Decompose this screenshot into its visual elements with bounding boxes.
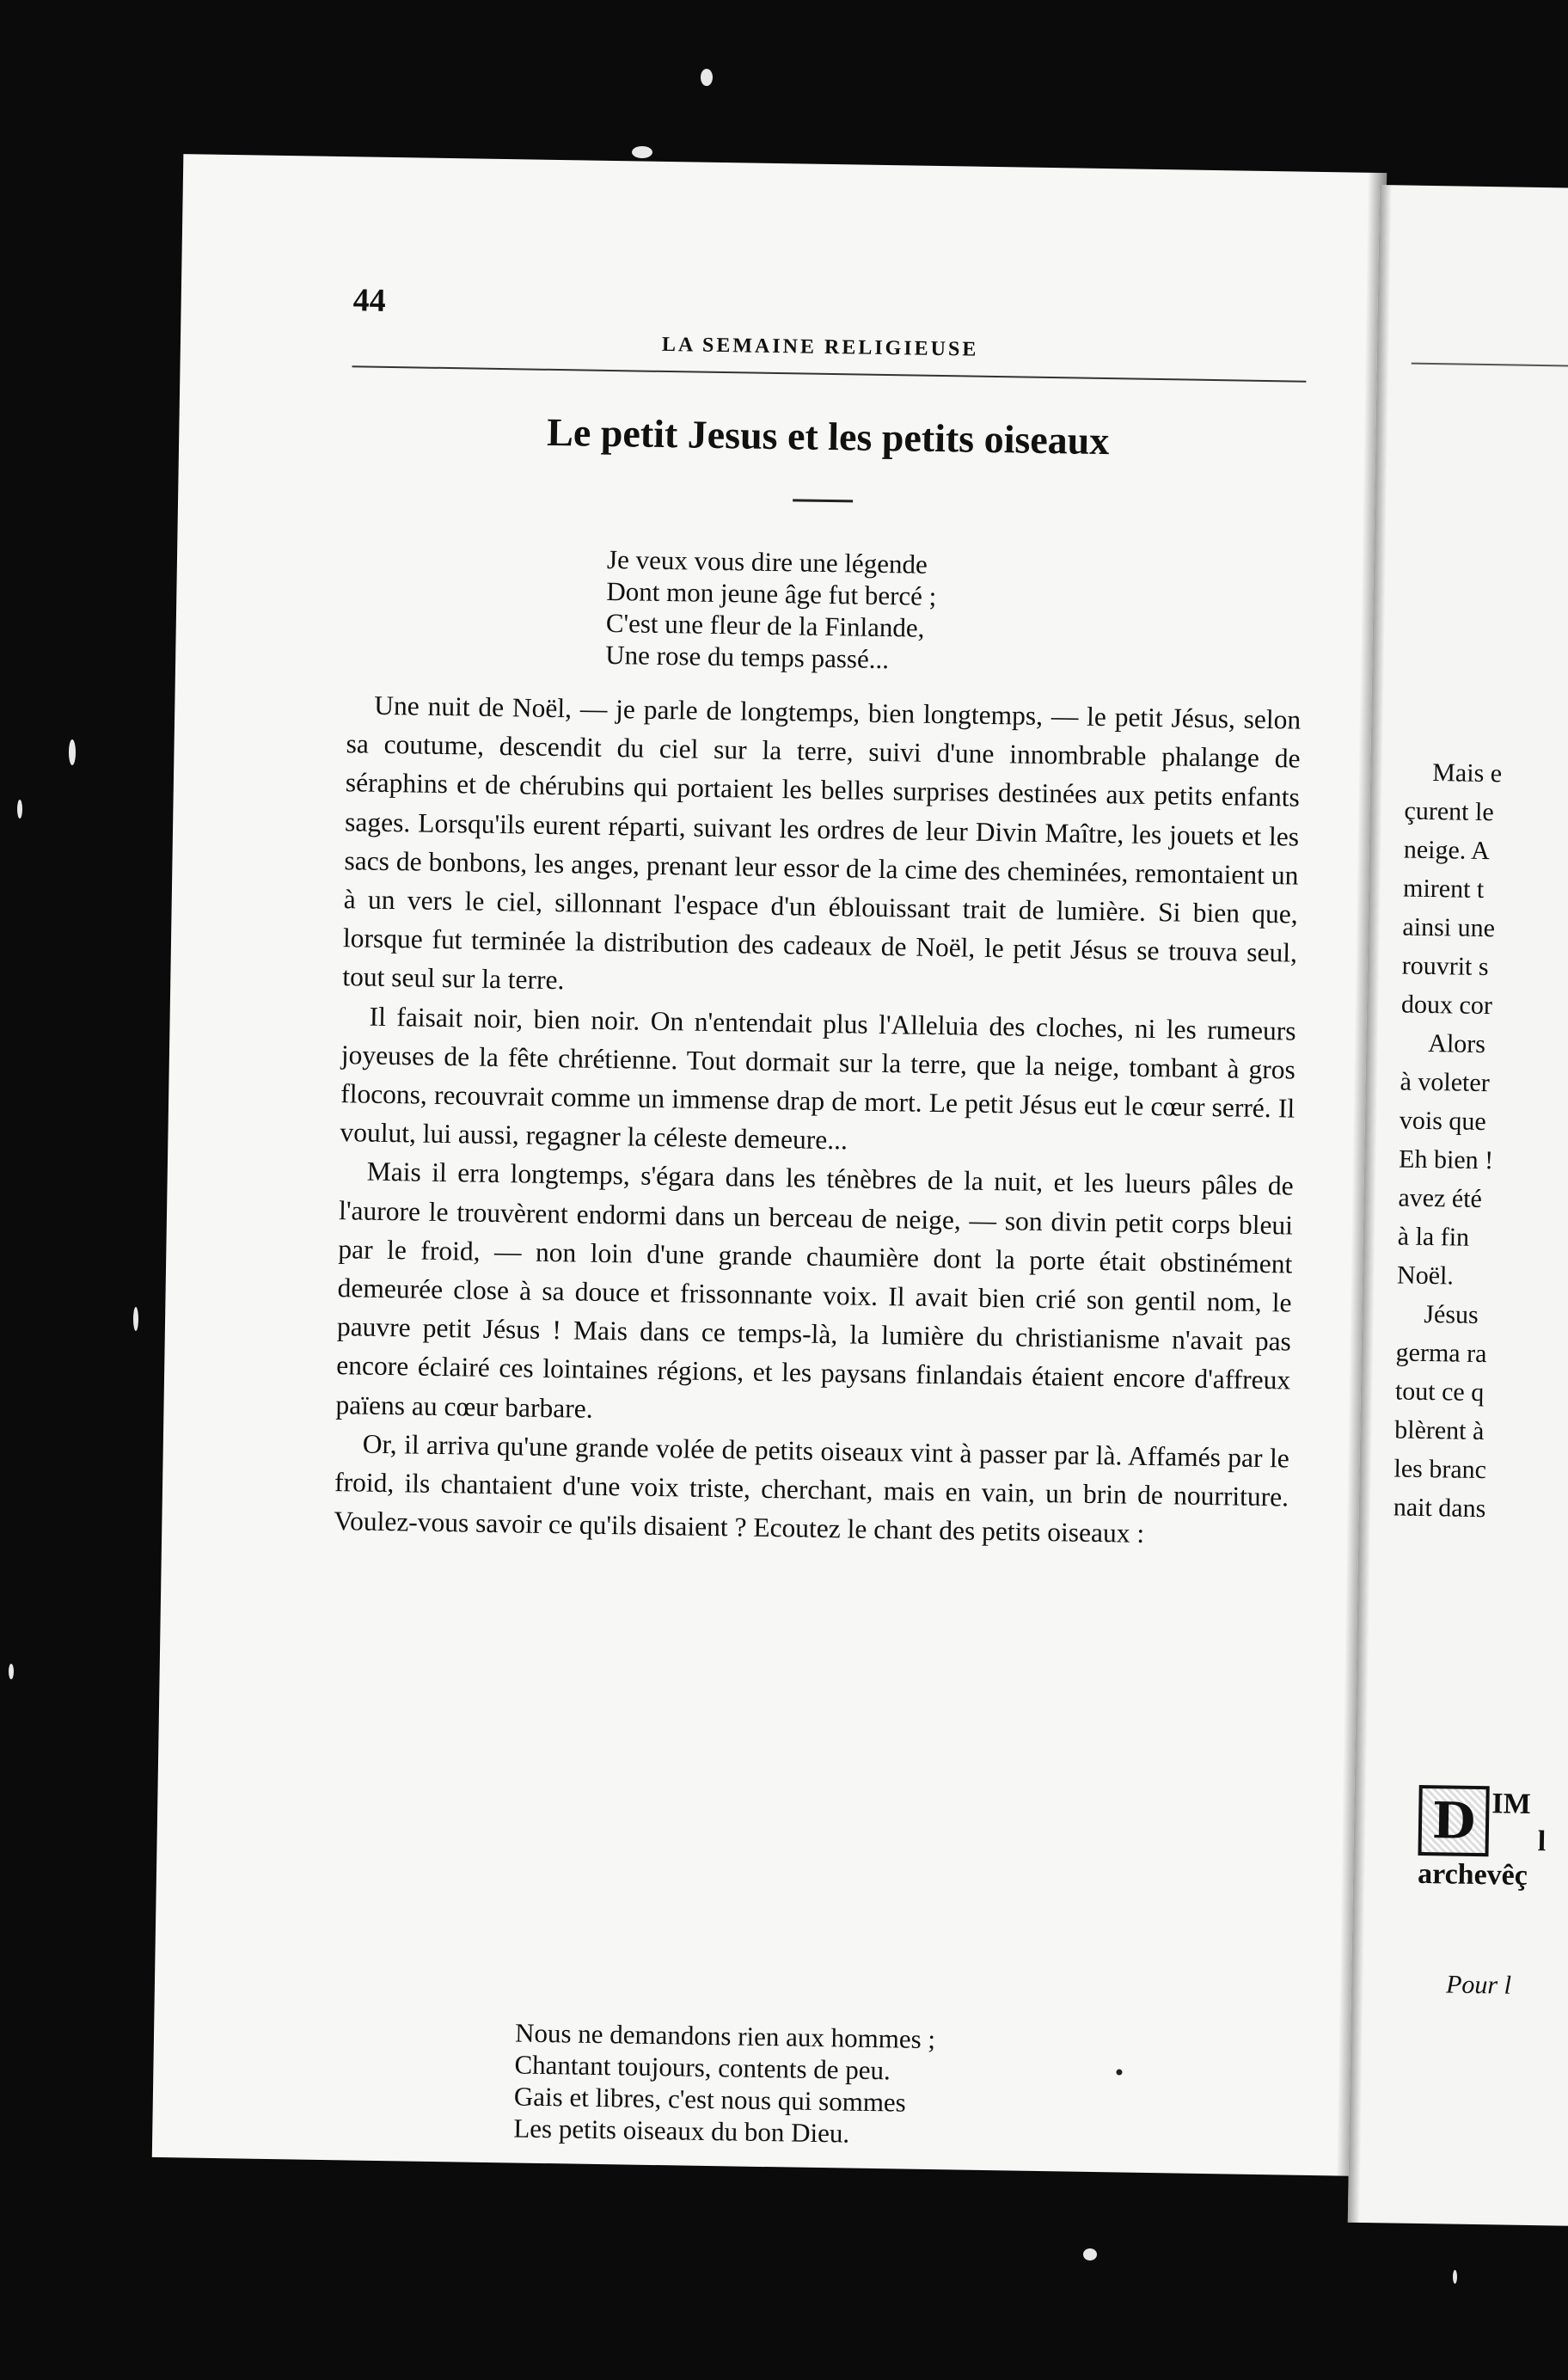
text-line: çurent le bbox=[1404, 796, 1494, 827]
verse-line: Chantant toujours, contents de peu. bbox=[514, 2049, 891, 2086]
article-title: Le petit Jesus et les petits oiseaux bbox=[546, 409, 1110, 463]
verse-line: Une rose du temps passé... bbox=[605, 639, 890, 675]
imprint-text: IM bbox=[1491, 1788, 1532, 1820]
running-head: LA SEMAINE RELIGIEUSE bbox=[661, 333, 979, 361]
verse-line: C'est une fleur de la Finlande, bbox=[605, 607, 925, 643]
dust-speck bbox=[69, 739, 76, 765]
text-line: Eh bien ! bbox=[1398, 1144, 1494, 1175]
verse-line: Dont mon jeune âge fut bercé ; bbox=[606, 575, 937, 611]
verse-line: Les petits oiseaux du bon Dieu. bbox=[513, 2113, 850, 2149]
text-line: blèrent à bbox=[1393, 1415, 1485, 1446]
left-page bbox=[152, 154, 1387, 2176]
text-line: vois que bbox=[1399, 1106, 1486, 1137]
text-line: mirent t bbox=[1402, 874, 1485, 905]
paragraph: Or, il arriva qu'une grande volée de petits oiseaux vint à passer par là. Affamés par le froid, ils chantaient d'une voix triste, cherchant, mais en vain, un brin de nourriture. Voulez-vous savoir ce qu'ils disaient ? Ecoutez le chant des petits oiseaux : bbox=[334, 1428, 1289, 1549]
imprint-text: l bbox=[1537, 1825, 1547, 1858]
text-line: Alors bbox=[1428, 1029, 1486, 1059]
right-page bbox=[1348, 185, 1568, 2226]
right-header-rule bbox=[1412, 363, 1568, 368]
paragraph: Une nuit de Noël, — je parle de longtemps, bien longtemps, — le petit Jésus, selon sa coutume, descendit du ciel sur la terre, suivi d'une innombrable phalange de séraphins et de chérubins qui portaient les belles surprises destinées aux petits enfants sages. Lorsqu'ils eurent réparti, suivant les ordres de leur Divin Maître, les jouets et les sacs de bonbons, les anges, prenant leur essor de la cime des cheminées, remontaient un à un vers le ciel, sillonnant l'espace d'un éblouissant trait de lumière. Si bien que, lorsque fut terminée la distribution des cadeaux de Noël, le petit Jésus se trouva seul, tout seul sur la terre. bbox=[342, 690, 1302, 996]
dust-speck bbox=[17, 800, 22, 819]
header-rule bbox=[352, 365, 1307, 382]
dust-speck bbox=[632, 146, 652, 158]
paragraph: Il faisait noir, bien noir. On n'entendait plus l'Alleluia des cloches, ni les rumeurs joyeuses de la fête chrétienne. Tout dormait sur la terre, que la neige, tombant à gros flocons, recouvrait comme un immense drap de mort. Le petit Jésus eut le cœur serré. Il voulut, lui aussi, regagner la céleste demeure... bbox=[340, 1001, 1296, 1156]
birds-verse bbox=[513, 2016, 935, 2150]
paragraph: Mais il erra longtemps, s'égara dans les ténèbres de la nuit, et les lueurs pâles de l'aurore le trouvèrent endormi dans un berceau de neige, — son divin petit corps bleui par le froid, — non loin d'une grande chaumière dont la porte était obstinément demeurée close à sa douce et frissonnante voix. Il avait bien crié son gentil nom, le pauvre petit Jésus ! Mais dans ce temps-là, la lumière du christianisme n'avait pas encore éclairé ces lointaines régions, et les paysans finlandais étaient encore d'affreux païens au cœur barbare. bbox=[335, 1156, 1294, 1424]
dust-speck bbox=[1083, 2248, 1097, 2260]
text-line: rouvrit s bbox=[1401, 951, 1489, 982]
text-line: tout ce q bbox=[1394, 1377, 1485, 1408]
article-body bbox=[334, 685, 1301, 1555]
print-speck bbox=[1116, 2069, 1122, 2075]
dust-speck bbox=[9, 1664, 14, 1679]
page-number: 44 bbox=[352, 282, 387, 319]
verse-line: Je veux vous dire une légende bbox=[606, 543, 928, 580]
title-rule bbox=[793, 499, 853, 502]
imprint-caption: Pour l bbox=[1445, 1970, 1512, 2000]
dust-speck bbox=[701, 69, 713, 86]
verse-line: Nous ne demandons rien aux hommes ; bbox=[514, 2017, 936, 2055]
text-line: à la fin bbox=[1397, 1222, 1470, 1252]
text-line: ainsi une bbox=[1402, 912, 1496, 943]
text-line: doux cor bbox=[1400, 990, 1493, 1021]
text-line: germa ra bbox=[1395, 1338, 1487, 1369]
text-line: à voleter bbox=[1400, 1067, 1490, 1098]
dust-speck bbox=[133, 1307, 138, 1331]
text-line: Mais e bbox=[1432, 758, 1503, 788]
text-line: nait dans bbox=[1393, 1493, 1486, 1524]
text-line: avez été bbox=[1398, 1183, 1483, 1214]
text-line: les branc bbox=[1393, 1454, 1487, 1485]
imprint-text: archevêç bbox=[1417, 1857, 1528, 1892]
dust-speck bbox=[1453, 2270, 1457, 2284]
text-line: Jésus bbox=[1424, 1299, 1479, 1329]
text-line: Noël. bbox=[1396, 1261, 1455, 1291]
text-line: neige. A bbox=[1403, 835, 1491, 866]
verse-line: Gais et libres, c'est nous qui sommes bbox=[513, 2081, 907, 2118]
opening-verse bbox=[605, 543, 937, 676]
ornamental-initial-icon: D bbox=[1418, 1785, 1489, 1856]
right-page-text bbox=[1393, 753, 1502, 1529]
